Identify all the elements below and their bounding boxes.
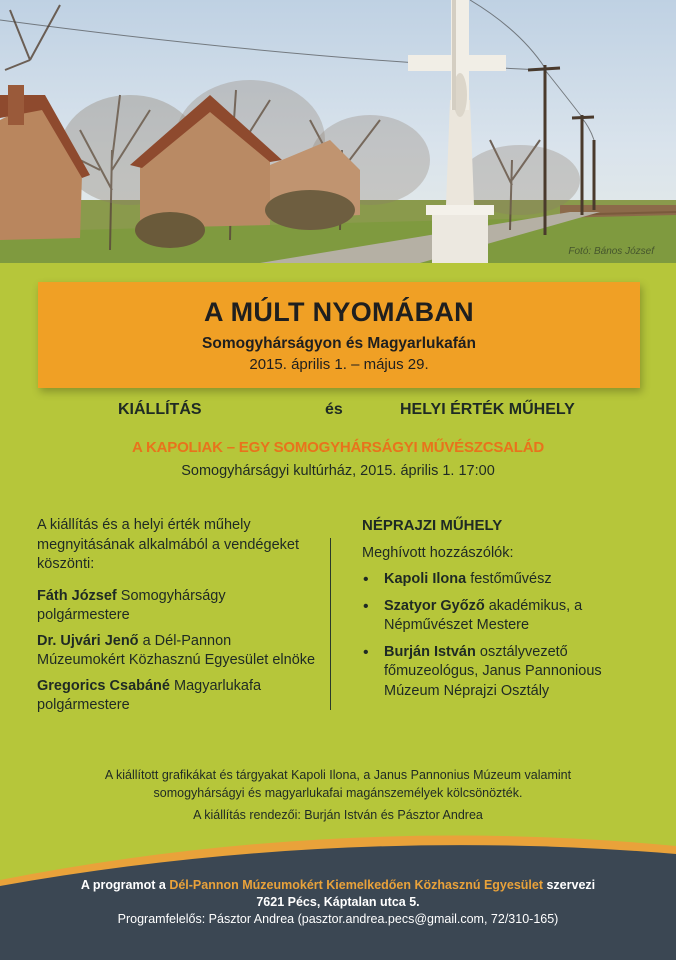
speaker-name: Burján István [384,643,476,660]
organizer-name: Dél-Pannon Múzeumokért Kiemelkedően Közhasznú Egyesület [169,878,543,892]
greeter-role: Magyarlukafa polgármestere [37,677,262,713]
address-line [0,894,676,911]
and-label: és [325,401,343,418]
speaker-role: festőművész [466,571,552,587]
greeter-role: Somogyhárságy polgármestere [37,587,226,623]
column-divider [330,538,331,710]
organizer-line [0,877,676,894]
footer-info [0,877,676,928]
greeter-item [37,587,317,626]
greeter-name: Fáth József [37,587,117,604]
speaker-name: Szatyor Győző [384,597,485,614]
speaker-role: akadémikus, a Népművészet Mestere [384,597,583,633]
greeter-item [37,632,317,671]
greeter-name: Dr. Ujvári Jenő [37,632,139,649]
greeter-name: Gregorics Csabáné [37,677,170,694]
exhibition-title: A KAPOLIAK – EGY SOMOGYHÁRSÁGYI MŰVÉSZCSALÁD [131,439,545,456]
contact-line: Programfelelős: Pásztor Andrea (pasztor.andrea.pecs@gmail.com, 72/310-165) [117,912,559,926]
greeter-role: a Dél-Pannon Múzeumokért Közhasznú Egyesület elnöke [37,632,316,668]
photo-credit: Fotó: Bános József [568,246,654,257]
event-dates: 2015. április 1. – május 29. [249,356,429,373]
venue-info: Somogyhárságyi kultúrház, 2015. április 1. 17:00 [181,463,495,479]
workshop-heading: NÉPRAJZI MŰHELY [362,517,503,534]
header-photo [0,0,676,263]
address: 7621 Pécs, Káptalan utca 5. [256,895,420,909]
title-box [38,282,640,388]
speaker-item [362,597,652,636]
page-title: A MÚLT NYOMÁBAN [204,297,474,327]
greeter-item [37,677,317,716]
village-cross-photo [0,0,676,263]
speaker-name: Kapoli Ilona [384,571,467,587]
speaker-role: osztályvezető főmuzeológus, Janus Pannonious Múzeum Néprajzi Osztály [384,643,602,699]
organizers-note: A kiállítás rendezői: Burján István és Pásztor Andrea [193,808,483,822]
organizer-prefix: A programot a [80,878,170,892]
invited-label: Meghívott hozzászólók: [362,544,514,561]
greeting-column [37,516,317,722]
organizer-suffix: szervezi [543,878,596,892]
greeting-intro: A kiállítás és a helyi érték műhely megnyitásának alkalmából a vendégeket köszönti: [37,517,299,572]
lender-note: A kiállított grafikákat és tárgyakat Kapoli Ilona, a Janus Pannonius Múzeum valamint somogyhárságyi és magyarlukafai magánszemélyek kölcsönözték. [104,768,572,800]
workshop-label: HELYI ÉRTÉK MŰHELY [400,401,575,418]
page-subtitle: Somogyhárságyon és Magyarlukafán [202,335,476,352]
speaker-list [362,570,652,701]
speaker-item [362,643,652,702]
exhibition-label: KIÁLLÍTÁS [118,401,202,418]
workshop-column [362,516,652,708]
speaker-item [362,570,652,590]
